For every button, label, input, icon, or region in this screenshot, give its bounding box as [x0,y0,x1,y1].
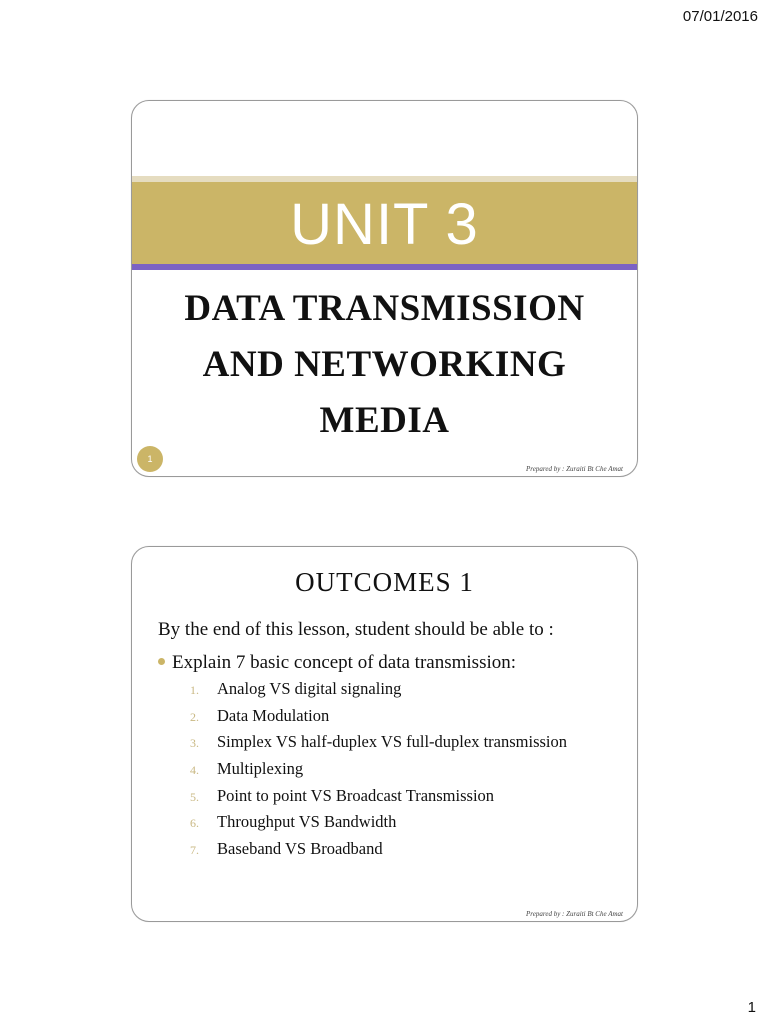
slide-heading [132,281,637,449]
footer-credit: Prepared by : Zuraiti Bt Che Amat [526,465,623,473]
list-number: 7. [190,843,199,858]
list-item [190,759,567,786]
bullet-text: Explain 7 basic concept of data transmission: [172,652,517,673]
list-item [190,706,567,733]
intro-text: By the end of this lesson, student should be able to : [158,619,554,640]
list-item [190,812,567,839]
list-number: 1. [190,683,199,697]
list-number: 4. [190,763,199,778]
slide-thumbnail-1 [131,100,638,477]
bullet-dot-icon [158,658,165,665]
list-text: Point to point VS Broadcast Transmission [217,785,495,805]
slide-number-badge: 1 [137,446,163,472]
list-text: Data Modulation [217,705,330,725]
page-date: 07/01/2016 [682,8,758,25]
list-item [190,732,567,759]
list-number: 3. [190,736,199,751]
heading-line: DATA TRANSMISSION [184,288,585,329]
list-number: 5. [190,789,199,804]
slide-thumbnail-2 [131,546,638,922]
title-band-bottom-stripe [132,264,637,270]
slide-title: OUTCOMES 1 [295,567,474,597]
list-text: Throughput VS Bandwidth [217,812,397,832]
page-number: 1 [747,999,756,1016]
list-item [190,679,567,706]
numbered-list [190,679,567,866]
heading-line: AND NETWORKING [202,344,567,385]
list-number: 2. [190,709,199,724]
list-number: 6. [190,816,199,831]
list-item [190,839,567,866]
unit-title: UNIT 3 [290,191,479,257]
bullet-item [158,652,516,674]
list-text: Multiplexing [217,759,304,779]
list-item [190,786,567,813]
list-text: Baseband VS Broadband [217,839,383,859]
footer-credit: Prepared by : Zuraiti Bt Che Amat [526,910,623,918]
list-text: Simplex VS half-duplex VS full-duplex transmission [217,732,568,752]
title-band [132,182,637,264]
heading-line: MEDIA [319,400,450,441]
list-text: Analog VS digital signaling [217,679,402,698]
